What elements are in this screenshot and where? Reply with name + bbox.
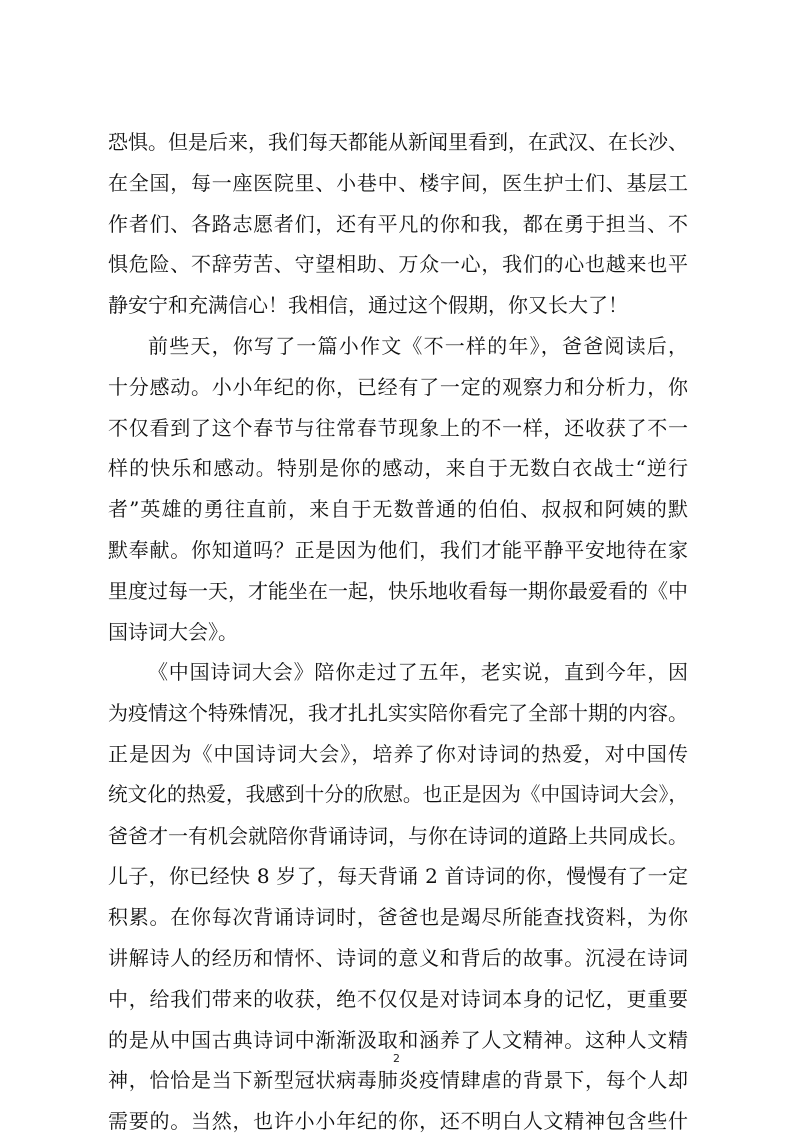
text-line: 默奉献。你知道吗？正是因为他们，我们才能平静平安地待在家 [108,537,688,562]
text-line: 中，给我们带来的收获，绝不仅仅是对诗词本身的记忆，更重要 [108,986,688,1011]
text-line: 在全国，每一座医院里、小巷中、楼宇间，医生护士们、基层工 [108,170,688,195]
page-number: 2 [393,1052,400,1065]
text-line: 正是因为《中国诗词大会》，培养了你对诗词的热爱，对中国传 [108,741,688,766]
text-line: 统文化的热爱，我感到十分的欣慰。也正是因为《中国诗词大会》， [108,782,688,806]
text-line: 样的快乐和感动。特别是你的感动，来自于无数白衣战士“逆行 [108,456,688,481]
text-line: 需要的。当然，也许小小年纪的你，还不明白人文精神包含些什 [108,1109,688,1134]
text-line: 神，恰恰是当下新型冠状病毒肺炎疫情肆虐的背景下，每个人却 [108,1068,688,1093]
text-line: 惧危险、不辞劳苦、守望相助、万众一心，我们的心也越来也平 [108,252,688,277]
text-line: 作者们、各路志愿者们，还有平凡的你和我，都在勇于担当、不 [108,211,688,236]
text-line: 静安宁和充满信心！我相信，通过这个假期，你又长大了！ [108,293,628,318]
text-line: 国诗词大会》。 [108,619,238,644]
text-line: 爸爸才一有机会就陪你背诵诗词，与你在诗词的道路上共同成长。 [108,823,688,848]
text-line: 儿子，你已经快 8 岁了，每天背诵 2 首诗词的你，慢慢有了一定 [108,864,688,889]
paragraph-first-line: 《中国诗词大会》陪你走过了五年，老实说，直到今年，因 [148,660,688,685]
letter-body-text [108,122,688,1142]
text-line: 的是从中国古典诗词中渐渐汲取和涵养了人文精神。这种人文精 [108,1027,688,1052]
text-line: 者”英雄的勇往直前，来自于无数普通的伯伯、叔叔和阿姨的默 [108,497,688,522]
text-line: 恐惧。但是后来，我们每天都能从新闻里看到，在武汉、在长沙、 [108,130,688,154]
text-line: 不仅看到了这个春节与往常春节现象上的不一样，还收获了不一 [108,415,688,440]
text-line: 为疫情这个特殊情况，我才扎扎实实陪你看完了全部十期的内容。 [108,701,688,726]
text-line: 积累。在你每次背诵诗词时，爸爸也是竭尽所能查找资料，为你 [108,905,688,930]
paragraph-first-line: 前些天，你写了一篇小作文《不一样的年》，爸爸阅读后， [148,333,688,358]
text-line: 里度过每一天，才能坐在一起，快乐地收看每一期你最爱看的《中 [108,578,688,603]
text-line: 十分感动。小小年纪的你，已经有了一定的观察力和分析力，你 [108,374,688,399]
text-line: 讲解诗人的经历和情怀、诗词的意义和背后的故事。沉浸在诗词 [108,945,688,970]
